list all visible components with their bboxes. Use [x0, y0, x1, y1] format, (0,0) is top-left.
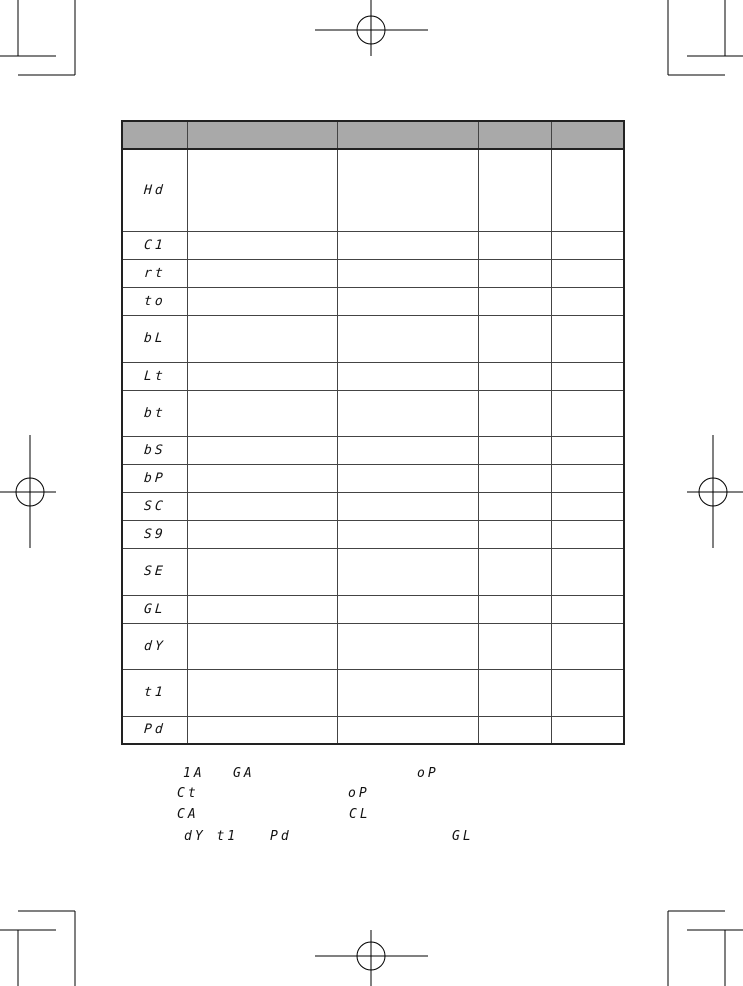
table-cell [187, 149, 338, 231]
table-cell [187, 595, 338, 623]
table-cell [338, 548, 479, 595]
header-cell-col4 [479, 121, 551, 149]
table-cell [551, 716, 624, 744]
header-cell-setting [338, 121, 479, 149]
table-row [122, 231, 624, 259]
table-cell [551, 259, 624, 287]
note1-code-c: oP [417, 766, 439, 781]
segment-code: t1 [143, 685, 167, 700]
table-cell [338, 716, 479, 744]
table-row [122, 669, 624, 716]
note4-code-a: dY t1 [184, 829, 239, 844]
code-cell [122, 287, 187, 315]
table-cell [187, 390, 338, 436]
code-cell [122, 231, 187, 259]
header-cell-item [187, 121, 338, 149]
table-cell [479, 149, 551, 231]
table-cell [187, 362, 338, 390]
table-cell [187, 548, 338, 595]
table-cell [479, 390, 551, 436]
note4-code-c: GL [452, 829, 474, 844]
code-cell [122, 716, 187, 744]
table-cell [551, 595, 624, 623]
header-cell-code [122, 121, 187, 149]
table-cell [479, 287, 551, 315]
segment-code: C1 [143, 237, 167, 253]
table-cell [338, 287, 479, 315]
table-cell [551, 436, 624, 464]
code-cell [122, 259, 187, 287]
note3-code-a: CA [177, 807, 199, 822]
table-cell [187, 669, 338, 716]
table-cell [187, 231, 338, 259]
table-cell [479, 716, 551, 744]
table-cell [551, 315, 624, 362]
table-cell [338, 464, 479, 492]
segment-code: dY [143, 638, 167, 654]
table-row [122, 548, 624, 595]
note1-code-b: GA [233, 766, 255, 781]
table-cell [551, 492, 624, 520]
note1-code-a: 1A [183, 766, 205, 781]
table-cell [551, 623, 624, 669]
table-cell [338, 492, 479, 520]
segment-code: bS [143, 442, 167, 458]
segment-code: Pd [143, 722, 167, 738]
table-header-row [122, 121, 624, 149]
table-cell [479, 548, 551, 595]
segment-code: to [143, 293, 167, 309]
table-row [122, 716, 624, 744]
code-cell [122, 520, 187, 548]
table-cell [479, 595, 551, 623]
note2-code-a: Ct [177, 786, 199, 801]
code-cell [122, 390, 187, 436]
table-row [122, 464, 624, 492]
table-cell [479, 436, 551, 464]
code-cell [122, 669, 187, 716]
code-cell [122, 315, 187, 362]
table-cell [551, 231, 624, 259]
table-cell [551, 464, 624, 492]
table-cell [479, 259, 551, 287]
table-cell [187, 315, 338, 362]
table-cell [338, 362, 479, 390]
table-cell [338, 259, 479, 287]
table-cell [187, 259, 338, 287]
table-cell [338, 149, 479, 231]
table-cell [338, 231, 479, 259]
table-cell [479, 623, 551, 669]
code-cell [122, 436, 187, 464]
table-row [122, 362, 624, 390]
code-cell [122, 362, 187, 390]
code-cell [122, 149, 187, 231]
table-cell [187, 464, 338, 492]
table-cell [479, 362, 551, 390]
table-row [122, 315, 624, 362]
table-cell [551, 287, 624, 315]
table-row [122, 390, 624, 436]
table-cell [187, 716, 338, 744]
table-cell [338, 595, 479, 623]
note3-code-b: CL [349, 807, 371, 822]
table-cell [479, 520, 551, 548]
table-cell [551, 149, 624, 231]
table-cell [479, 315, 551, 362]
table-cell [338, 623, 479, 669]
table-row [122, 149, 624, 231]
code-cell [122, 492, 187, 520]
table-cell [187, 287, 338, 315]
note4-code-b: Pd [270, 829, 292, 844]
table-row [122, 259, 624, 287]
code-cell [122, 623, 187, 669]
table-cell [551, 390, 624, 436]
table-cell [551, 520, 624, 548]
table-cell [187, 436, 338, 464]
note2-code-b: oP [348, 786, 370, 801]
header-cell-col5 [551, 121, 624, 149]
segment-code: Lt [143, 368, 167, 384]
segment-code: Hd [143, 182, 167, 198]
segment-code: bL [143, 331, 167, 346]
table-row [122, 287, 624, 315]
code-cell [122, 464, 187, 492]
table-cell [479, 669, 551, 716]
table-cell [187, 520, 338, 548]
segment-code: S9 [143, 526, 167, 542]
table-cell [187, 492, 338, 520]
segment-code: bP [143, 470, 167, 486]
table-cell [187, 623, 338, 669]
parameter-table [121, 120, 625, 745]
table-cell [338, 436, 479, 464]
segment-code: bt [143, 405, 167, 421]
code-cell [122, 548, 187, 595]
table-cell [338, 520, 479, 548]
table-cell [479, 464, 551, 492]
code-cell [122, 595, 187, 623]
table-row [122, 520, 624, 548]
table-cell [479, 231, 551, 259]
table-row [122, 436, 624, 464]
table-row [122, 595, 624, 623]
table-cell [479, 492, 551, 520]
segment-code: GL [143, 601, 167, 617]
table-cell [551, 548, 624, 595]
segment-code: SE [143, 564, 167, 579]
table-row [122, 623, 624, 669]
table-cell [551, 669, 624, 716]
segment-code: rt [143, 265, 167, 281]
segment-code: SC [143, 498, 167, 514]
table-cell [338, 390, 479, 436]
table-cell [338, 669, 479, 716]
table-row [122, 492, 624, 520]
table-cell [551, 362, 624, 390]
table-cell [338, 315, 479, 362]
